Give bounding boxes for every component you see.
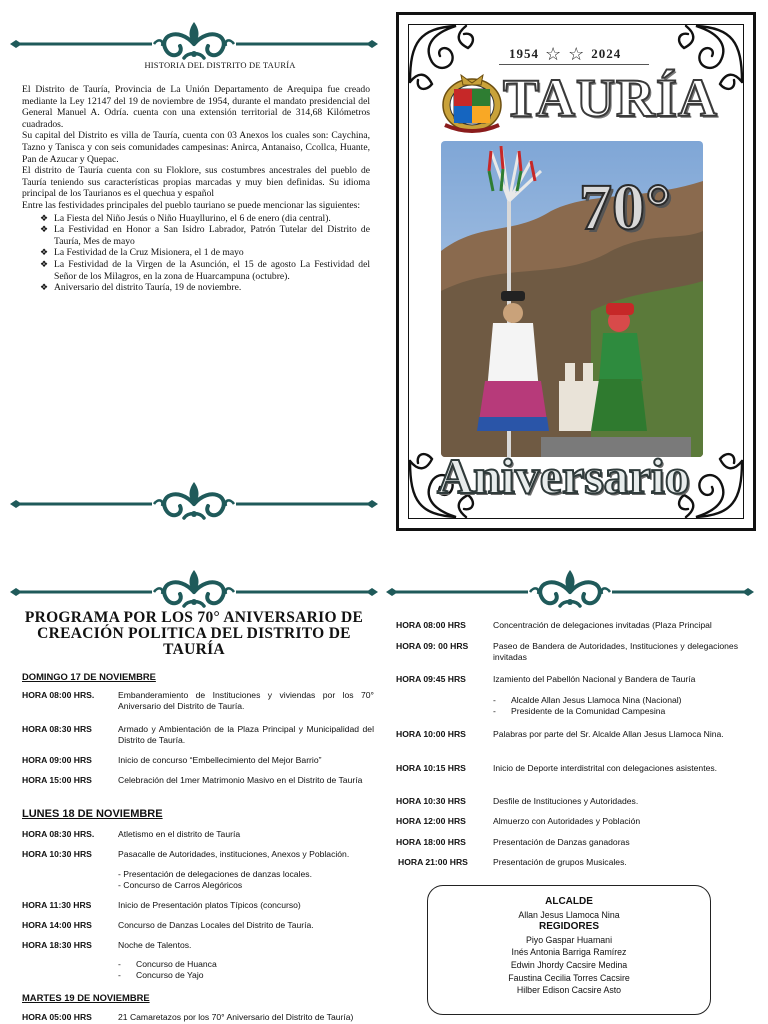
sub-list <box>118 959 374 981</box>
autoridades-box <box>427 885 711 1015</box>
schedule-row: HORA 05:00 HRS 21 Camaretazos por los 70° Aniversario del Distrito de Tauría) <box>22 1012 354 1022</box>
regidor-name: Edwin Jhordy Cacsire Medina <box>510 959 628 970</box>
ornament-divider-icon <box>8 566 380 610</box>
historia-paragraph: Entre las festividades principales del pueblo tauriano se puede mencionar las siguientes: <box>22 199 361 211</box>
ornament-divider-icon <box>384 566 756 610</box>
historia-body <box>22 84 370 294</box>
list-item: - Presentación de delegaciones de danzas locales. <box>118 869 312 879</box>
diamond-bullet-icon: ❖ <box>40 224 49 235</box>
schedule-row: HORA 10:00 HRS Palabras por parte del Sr. Alcalde Allan Jesus Llamoca Nina. <box>396 729 724 739</box>
schedule-row: HORA 10:15 HRS Inicio de Deporte interdistrital con delegaciones asistentes. <box>396 763 718 773</box>
list-item: - Presidente de la Comunidad Campesina <box>493 706 666 716</box>
list-item: - Concurso de Carros Alegóricos <box>118 880 243 890</box>
day-heading-lunes: LUNES 18 DE NOVIEMBRE <box>22 808 163 820</box>
schedule-row: HORA 08:00 HRS. Embanderamiento de Instituciones y viviendas por los 70° Aniversario del Distrito de Tauría. <box>22 690 374 711</box>
years-label <box>509 45 621 63</box>
programa-title: PROGRAMA POR LOS 70° ANIVERSARIO DE CREACIÓN POLITICA DEL DISTRITO DE TAURÍA <box>24 609 364 658</box>
star-icon: ☆ <box>545 44 563 64</box>
historia-paragraph: El distrito de Tauría cuenta con su Floklore, sus costumbres ancestrales del pueblo de Tauría teniendo sus características propias marcadas y muy bien definidas. Su idioma principal de los Taurianos es el quechua y español <box>22 165 370 200</box>
alcalde-name: Allan Jesus Llamoca Nina <box>518 909 620 920</box>
list-item: ❖ La Fiesta del Niño Jesús o Niño Huayllurino, el 6 de enero (dia central). <box>40 212 331 224</box>
schedule-row: HORA 15:00 HRS Celebración del 1mer Matrimonio Masivo en el Distrito de Tauría <box>22 775 363 785</box>
diamond-bullet-icon: ❖ <box>40 247 49 258</box>
year-start: 1954 <box>509 46 539 61</box>
schedule-row: HORA 08:30 HRS Armado y Ambientación de la Plaza Principal y Municipalidad del Distrito de Tauría. <box>22 724 374 745</box>
schedule-row: HORA 09:45 HRS Izamiento del Pabellón Nacional y Bandera de Tauría <box>396 674 696 684</box>
anniversary-number: 70° <box>579 171 672 244</box>
schedule-row: HORA 21:00 HRS Presentación de grupos Musicales. <box>398 857 627 867</box>
festividades-list <box>40 213 370 294</box>
schedule-row: HORA 09:00 HRS Inicio de concurso “Embellecimiento del Mejor Barrio” <box>22 755 322 765</box>
regidor-name: Inés Antonia Barriga Ramírez <box>511 947 627 958</box>
schedule-row: HORA 10:30 HRS Pasacalle de Autoridades, instituciones, Anexos y Población. <box>22 849 350 859</box>
historia-paragraph: El Distrito de Tauría, Provincia de La Unión Departamento de Arequipa fue creado mediante la Ley 12147 del 19 de noviembre de 1954, durante el mandato presidencial del General Manuel A. Odría. cuenta con una extensión territorial de 314,68 Kilómetros cuadrados. <box>22 84 370 130</box>
years-underline <box>499 64 649 65</box>
regidor-name: Piyo Gaspar Huamani <box>525 934 613 945</box>
star-icon: ☆ <box>568 44 586 64</box>
diamond-bullet-icon: ❖ <box>40 282 49 293</box>
schedule-row: HORA 08:00 HRS Concentración de delegaciones invitadas (Plaza Principal <box>396 620 712 630</box>
schedule-row: HORA 09: 00 HRS Paseo de Bandera de Autoridades, Instituciones y delegaciones invitadas <box>396 641 738 662</box>
list-item: - Alcalde Allan Jesus Llamoca Nina (Nacional) <box>493 695 682 705</box>
year-end: 2024 <box>591 46 622 61</box>
schedule-row: HORA 14:00 HRS Concurso de Danzas Locales del Distrito de Tauría. <box>22 920 314 930</box>
historia-title: HISTORIA DEL DISTRITO DE TAURÍA <box>144 60 296 70</box>
historia-paragraph: Su capital del Distrito es villa de Tauría, cuenta con 03 Anexos los cuales son: Caychina, Tazno y Tanisca y con seis comunidades campesinas: Anirca, Antanaiso, Ccollca, Huante, Pan de Azucar y Quepac. <box>22 130 370 165</box>
regidor-name: Hilber Edison Cacsire Asto <box>516 985 622 996</box>
list-item: ❖ La Festividad de la Virgen de la Asunción, el 15 de agosto La Festividad del Señor de los Milagros, en la zona de Huarcampuna (octubre). <box>40 258 370 282</box>
cover-panel <box>396 12 756 531</box>
day-heading-martes: MARTES 19 DE NOVIEMBRE <box>22 992 150 1003</box>
list-item: - Concurso de Yajo <box>118 970 204 980</box>
schedule-row: HORA 10:30 HRS Desfile de Instituciones y Autoridades. <box>396 796 639 806</box>
list-item: ❖ Aniversario del distrito Tauría, 19 de noviembre. <box>40 282 242 294</box>
sub-list <box>493 695 738 717</box>
ornament-divider-icon <box>8 18 380 62</box>
town-title: TAURÍA <box>503 68 719 128</box>
crest-icon <box>441 71 503 135</box>
diamond-bullet-icon: ❖ <box>40 258 49 269</box>
regidores-label: REGIDORES <box>538 921 599 933</box>
anniversary-word: Aniversario <box>437 448 690 504</box>
schedule-row: HORA 11:30 HRS Inicio de Presentación platos Típicos (concurso) <box>22 900 301 910</box>
alcalde-label: ALCALDE <box>545 896 593 907</box>
list-item: ❖ La Festividad de la Cruz Misionera, el 1 de mayo <box>40 247 244 259</box>
schedule-row: HORA 12:00 HRS Almuerzo con Autoridades y Población <box>396 816 641 826</box>
diamond-bullet-icon: ❖ <box>40 212 49 223</box>
list-item: - Concurso de Huanca <box>118 959 217 969</box>
list-item: ❖ La Festividad en Honor a San Isidro Labrador, Patrón Tutelar del Distrito de Tauría, Mes de mayo <box>40 224 370 247</box>
schedule-row: HORA 08:30 HRS. Atletismo en el distrito de Tauría <box>22 829 241 839</box>
schedule-row: HORA 18:30 HRS Noche de Talentos. <box>22 940 192 950</box>
day-heading-domingo: DOMINGO 17 DE NOVIEMBRE <box>22 671 156 682</box>
regidor-name: Faustina Cecilia Torres Cacsire <box>508 972 630 983</box>
sub-list <box>118 869 374 891</box>
ornament-divider-icon <box>8 478 380 522</box>
schedule-row: HORA 18:00 HRS Presentación de Danzas ganadoras <box>396 837 630 847</box>
